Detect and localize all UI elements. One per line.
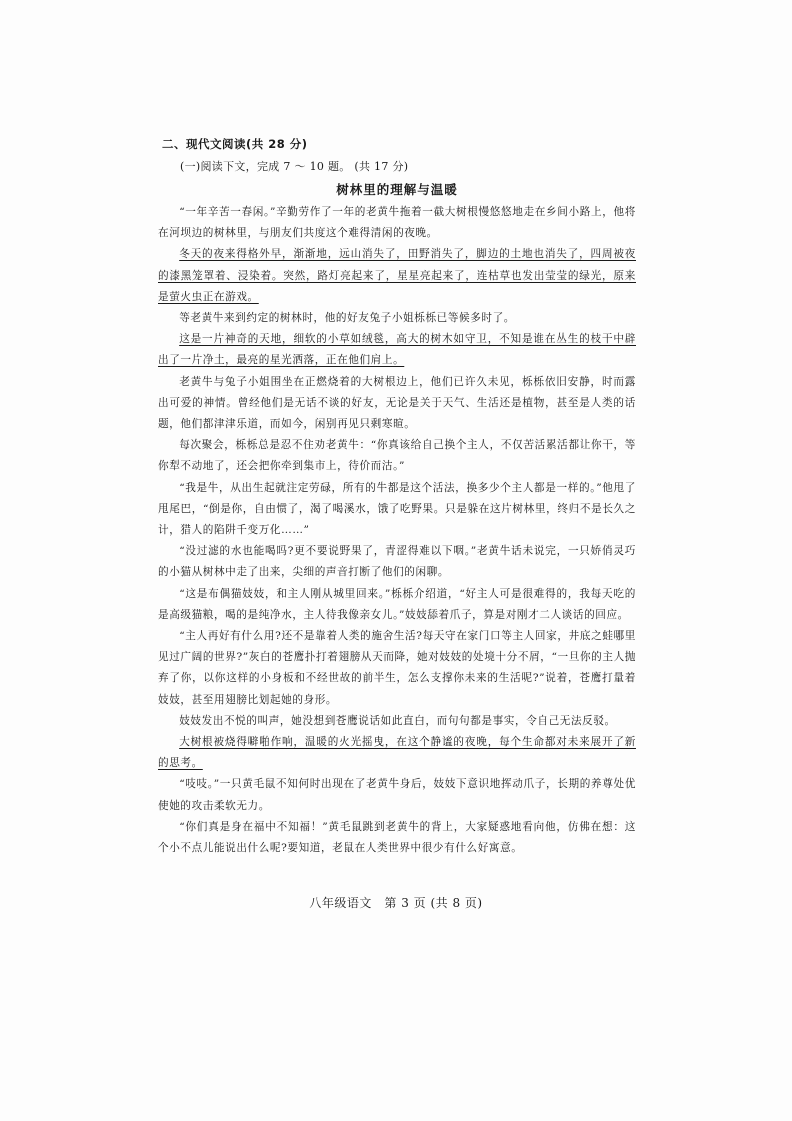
- reading-section: [158, 136, 636, 859]
- paragraph: [158, 435, 636, 477]
- paragraph-text: 每次聚会，栎栎总是忍不住劝老黄牛：“你真该给自己换个主人，不仅苦活累活都让你干，等你犁不动地了，还会把你牵到集市上，待价而沽。”: [158, 439, 636, 473]
- paragraph: [158, 202, 636, 244]
- paragraph-text: 等老黄牛来到约定的树林时，他的好友兔子小姐栎栎已等候多时了。: [179, 312, 515, 325]
- paragraph: [158, 584, 636, 626]
- sub-heading: (一)阅读下文，完成 7 ～ 10 题。 (共 17 分): [180, 160, 409, 173]
- page-footer: 八年级语文 第 3 页 (共 8 页): [309, 896, 483, 910]
- paragraph-text: 老黄牛与兔子小姐围坐在正燃烧着的大树根边上，他们已许久未见，栎栎依旧安静，时而露出可爱的神情。曾经他们是无话不谈的好友，无论是关于天气、生活还是植物，甚至是人类的话题，他们都津津乐道，而如今，闲别再见只剩寒暄。: [158, 375, 636, 431]
- article-body: [158, 202, 636, 859]
- paragraph: [158, 774, 636, 816]
- section-heading: 二、现代文阅读(共 28 分): [162, 137, 308, 151]
- paragraph-text: “你们真是身在福中不知福！”黄毛鼠跳到老黄牛的背上，大家疑惑地看向他，仿佛在想：这个小不点儿能说出什么呢?要知道，老鼠在人类世界中很少有什么好寓意。: [158, 820, 636, 855]
- paragraph-text: 妓妓发出不悦的叫声，她没想到苍鹰说话如此直白，而句句都是事实，令自己无法反驳。: [179, 714, 616, 727]
- underlined-text: 大树根被烧得噼啪作响，温暖的火光摇曳，在这个静谧的夜晚，每个生命都对未来展开了新的思考。: [158, 736, 636, 770]
- paragraph-text: “吱吱。”一只黄毛鼠不知何时出现在了老黄牛身后，妓妓下意识地挥动爪子，长期的养尊处优使她的攻击柔软无力。: [158, 778, 636, 812]
- paragraph: [158, 711, 636, 732]
- paragraph: [158, 308, 636, 329]
- paragraph: [158, 817, 636, 859]
- paragraph: [158, 372, 636, 436]
- article-title: 树林里的理解与温暖: [336, 182, 458, 197]
- paragraph: [158, 478, 636, 542]
- paragraph-text: “主人再好有什么用?还不是靠着人类的施舍生活?每天守在家门口等主人回家，井底之蛙哪里见过广阔的世界?”灰白的苍鹰扑打着翅膀从天而降，她对妓妓的处境十分不屑，“一旦你的主人抛弃了你，以你这样的小身板和不经世故的前半生，怎么支撑你未来的生活呢?”说着，苍鹰打量着妓妓，甚至用翅膀比划起她的身形。: [158, 630, 636, 706]
- underlined-text: 冬天的夜来得格外早，渐渐地，远山消失了，田野消失了，脚边的土地也消失了，四周被夜的漆黑笼罩着、浸染着。突然，路灯亮起来了，星星亮起来了，连枯草也发出莹莹的绿光，原来是萤火虫正在游戏。: [158, 248, 636, 303]
- underlined-text: 这是一片神奇的天地，细软的小草如绒毯，高大的树木如守卫，不知是谁在丛生的枝干中辟出了一片净土，最亮的星光洒落，正在他们肩上。: [158, 333, 636, 367]
- paragraph-text: “一年辛苦一春闲。”辛勤劳作了一年的老黄牛拖着一截大树根慢悠悠地走在乡间小路上，他将在河坝边的树林里，与朋友们共度这个难得清闲的夜晚。: [158, 206, 636, 240]
- paragraph: [158, 732, 636, 774]
- paragraph: [158, 329, 636, 371]
- paragraph: [158, 244, 636, 308]
- paragraph: [158, 541, 636, 583]
- paragraph-text: “这是布偶猫妓妓，和主人刚从城里回来。”栎栎介绍道，“好主人可是很难得的，我每天吃的是高级猫粮，喝的是纯净水，主人待我像亲女儿。”妓妓舔着爪子，算是对刚才二人谈话的回应。: [158, 587, 636, 621]
- paragraph-text: “没过滤的水也能喝吗?更不要说野果了，青涩得难以下咽。”老黄牛话未说完，一只娇俏灵巧的小猫从树林中走了出来，尖细的声音打断了他们的闲聊。: [158, 545, 636, 579]
- paragraph-text: “我是牛，从出生起就注定劳碌，所有的牛都是这个活法，换多少个主人都是一样的。”他甩了甩尾巴，“倒是你，自由惯了，渴了喝溪水，饿了吃野果。只是躲在这片树林里，终归不是长久之计，猎人的陷阱千变万化……”: [158, 481, 636, 537]
- paragraph: [158, 626, 636, 711]
